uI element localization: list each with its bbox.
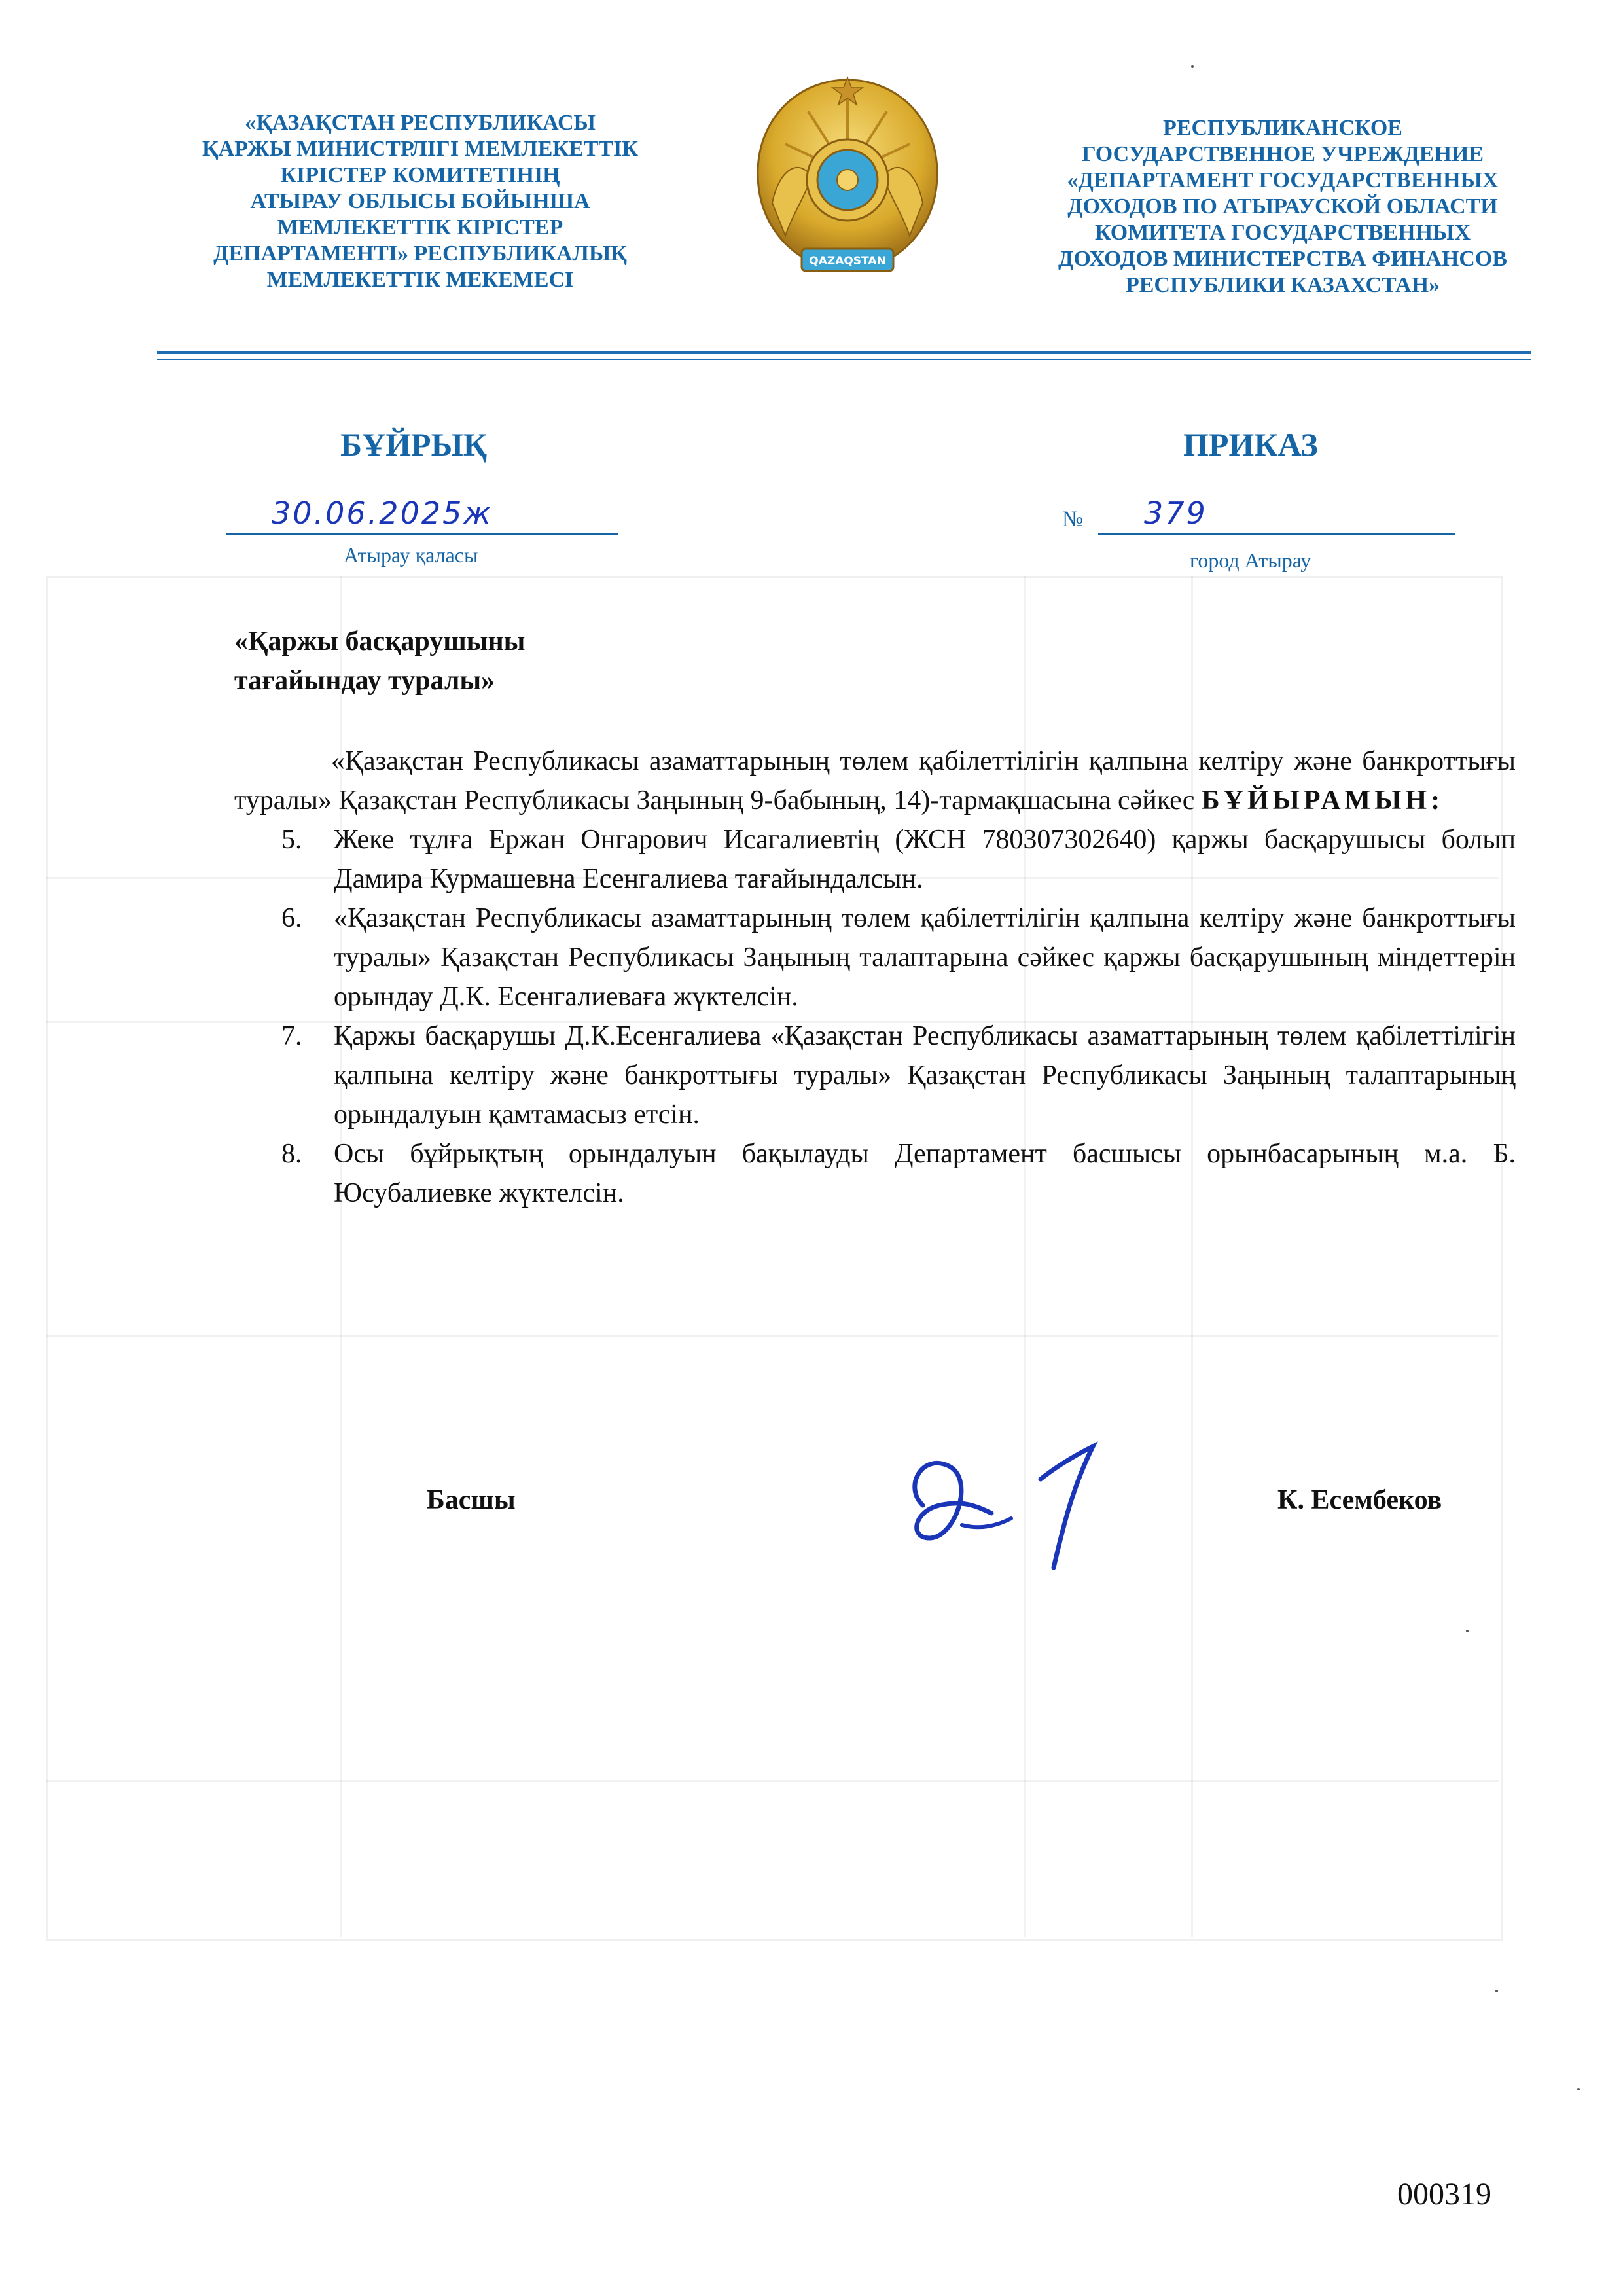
item-number: 8. — [281, 1139, 302, 1169]
russian-org-line: ГОСУДАРСТВЕННОЕ УЧРЕЖДЕНИЕ — [1081, 142, 1484, 166]
header-divider — [157, 351, 1531, 354]
russian-org-line: РЕСПУБЛИКАНСКОЕ — [1163, 116, 1402, 140]
signer-title: Басшы — [427, 1485, 516, 1515]
scan-speck — [1577, 2088, 1580, 2090]
order-item — [234, 899, 1516, 1016]
kazakh-org-line: ҚАРЖЫ МИНИСТРЛІГІ МЕМЛЕКЕТТІК — [202, 137, 638, 161]
order-item — [234, 1016, 1516, 1134]
kazakh-org-header — [171, 110, 669, 293]
kazakh-org-line: АТЫРАУ ОБЛЫСЫ БОЙЫНША — [250, 189, 590, 213]
kazakh-org-line: МЕМЛЕКЕТТІК КІРІСТЕР — [277, 215, 563, 240]
order-subject — [234, 622, 525, 700]
header-divider — [157, 359, 1531, 360]
serial-number: 000319 — [1397, 2177, 1491, 2212]
order-item — [234, 820, 1516, 899]
russian-org-line: «ДЕПАРТАМЕНТ ГОСУДАРСТВЕННЫХ — [1067, 168, 1499, 192]
bleed-through-line — [46, 1780, 1499, 1782]
kazakh-org-line: «ҚАЗАҚСТАН РЕСПУБЛИКАСЫ — [245, 111, 596, 135]
preamble-paragraph — [234, 742, 1516, 820]
item-text: Жеке тұлға Ержан Онгарович Исагалиевтің (ЖСН 780307302640) қаржы басқарушысы болып Дамира Курмашевна Есенгалиева тағайындалсын. — [334, 825, 1516, 894]
handwritten-date: 30.06.2025ж — [272, 495, 493, 531]
state-emblem-icon — [746, 72, 949, 288]
doc-type-russian: ПРИКАЗ — [1183, 426, 1318, 463]
russian-org-line: ДОХОДОВ ПО АТЫРАУСКОЙ ОБЛАСТИ — [1067, 194, 1498, 219]
date-field — [226, 494, 618, 535]
order-body — [234, 742, 1516, 1213]
russian-org-line: РЕСПУБЛИКИ КАЗАХСТАН» — [1125, 273, 1440, 297]
doc-type-kazakh: БҰЙРЫҚ — [340, 426, 487, 463]
emblem-banner-text: QAZAQSTAN — [809, 255, 886, 268]
item-number: 5. — [281, 825, 302, 855]
handwritten-signature-icon — [877, 1427, 1152, 1584]
preamble-text: «Қазақстан Республикасы азаматтарының төлем қабілеттілігін қалпына келтіру және банкроттығы туралы» Қазақстан Республикасы Заңының 9-бабының, 14)-тармақшасына сәйкес — [234, 746, 1516, 816]
bleed-through-line — [46, 1335, 1499, 1337]
kazakh-org-line: ДЕПАРТАМЕНТІ» РЕСПУБЛИКАЛЫҚ — [213, 242, 627, 266]
item-text: Қаржы басқарушы Д.К.Есенгалиева «Қазақстан Республикасы азаматтарының төлем қабілеттілігін қалпына келтіру және банкроттығы туралы» Қазақстан Республикасы Заңының талаптарының орындалуын қамтамасыз етсін. — [334, 1021, 1516, 1130]
kazakh-org-line: МЕМЛЕКЕТТІК МЕКЕМЕСІ — [266, 268, 574, 292]
city-kazakh: Атырау қаласы — [344, 543, 478, 567]
order-items — [234, 820, 1516, 1213]
signer-name: К. Есембеков — [1277, 1485, 1442, 1515]
number-sign: № — [1062, 507, 1084, 531]
order-word: БҰЙЫРАМЫН: — [1201, 785, 1444, 816]
subject-line: тағайындау туралы» — [234, 666, 495, 696]
russian-org-line: КОМИТЕТА ГОСУДАРСТВЕННЫХ — [1095, 221, 1471, 245]
scan-speck — [1191, 65, 1194, 68]
item-text: Осы бұйрықтың орындалуын бақылауды Департамент басшысы орынбасарының м.а. Б. Юсубалиевке жүктелсін. — [334, 1139, 1516, 1208]
scan-speck — [1466, 1630, 1469, 1632]
item-number: 7. — [281, 1021, 302, 1051]
russian-org-header — [1001, 115, 1564, 298]
order-item — [234, 1134, 1516, 1213]
item-text: «Қазақстан Республикасы азаматтарының төлем қабілеттілігін қалпына келтіру және банкроттығы туралы» Қазақстан Республикасы Заңының талаптарына сәйкес қаржы басқарушының міндеттерін орындау Д.К. Есенгалиеваға жүктелсін. — [334, 903, 1516, 1012]
handwritten-number: 379 — [1144, 495, 1207, 531]
kazakh-org-line: КІРІСТЕР КОМИТЕТІНІҢ — [280, 163, 560, 187]
number-field — [1098, 494, 1455, 535]
subject-line: «Қаржы басқарушыны — [234, 626, 526, 656]
item-number: 6. — [281, 903, 302, 933]
russian-org-line: ДОХОДОВ МИНИСТЕРСТВА ФИНАНСОВ — [1058, 247, 1507, 271]
scan-speck — [1495, 1990, 1498, 1992]
city-russian: город Атырау — [1190, 548, 1311, 572]
